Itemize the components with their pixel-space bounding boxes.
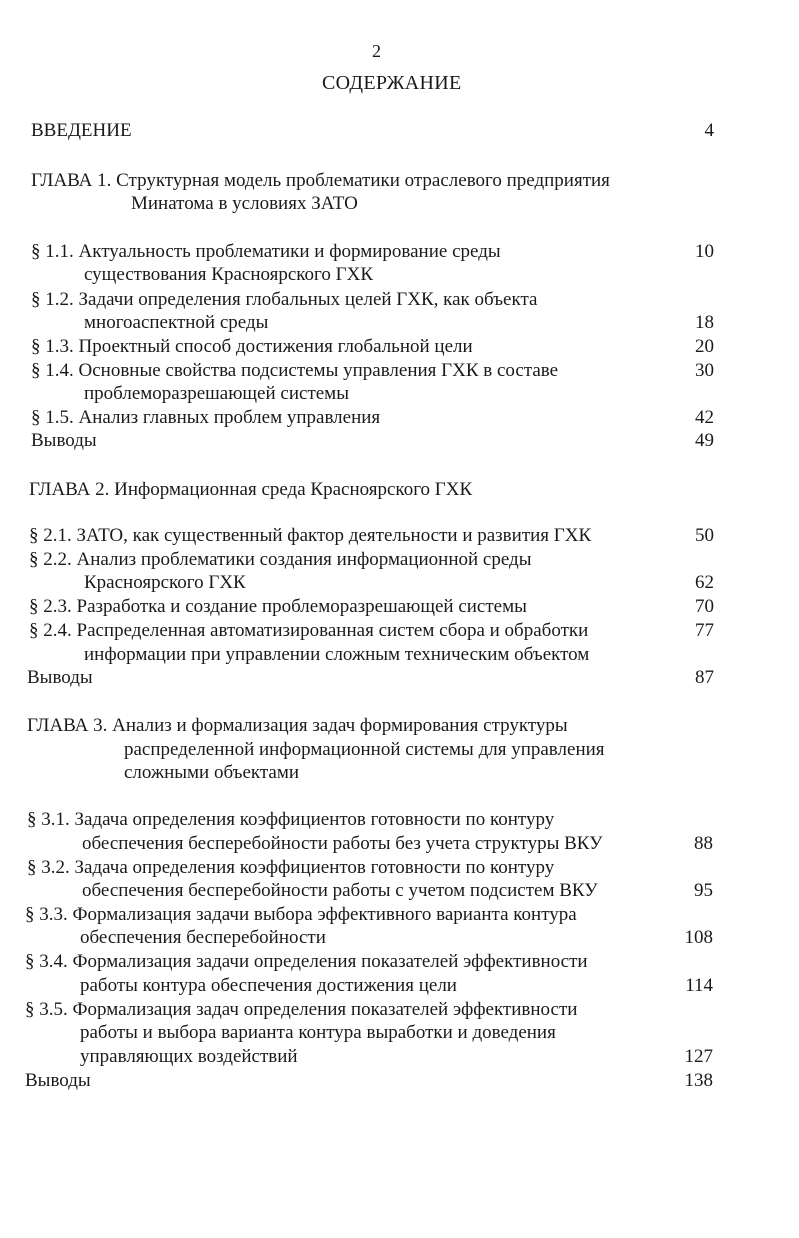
page-number: 2: [372, 41, 381, 61]
toc-3-1-page: 88: [694, 833, 713, 854]
chapter-3-heading-cont1: распределенной информационной системы для управления: [124, 739, 605, 760]
page-title: СОДЕРЖАНИЕ: [322, 72, 462, 94]
toc-1-5: § 1.5. Анализ главных проблем управления: [31, 407, 381, 428]
toc-2-conclusions: Выводы: [27, 667, 93, 688]
toc-1-4-cont: проблеморазрешающей системы: [84, 383, 349, 404]
toc-1-1: § 1.1. Актуальность проблематики и формирование среды: [31, 241, 501, 262]
toc-2-2-page: 62: [695, 572, 714, 593]
toc-1-2-cont: многоаспектной среды: [84, 312, 269, 333]
toc-3-3: § 3.3. Формализация задачи выбора эффективного варианта контура: [25, 904, 577, 925]
chapter-3-heading-cont2: сложными объектами: [124, 762, 300, 783]
toc-3-5-cont2: управляющих воздействий: [80, 1046, 298, 1067]
toc-3-5-page: 127: [684, 1046, 713, 1067]
toc-2-3-page: 70: [695, 596, 714, 617]
toc-2-2: § 2.2. Анализ проблематики создания информационной среды: [29, 549, 532, 570]
toc-3-4: § 3.4. Формализация задачи определения показателей эффективности: [25, 951, 588, 972]
toc-3-4-page: 114: [685, 975, 713, 996]
toc-2-1-page: 50: [695, 525, 714, 546]
chapter-2-heading: ГЛАВА 2. Информационная среда Красноярского ГХК: [29, 479, 473, 500]
toc-intro-page: 4: [704, 120, 714, 141]
toc-1-3: § 1.3. Проектный способ достижения глобальной цели: [31, 336, 473, 357]
toc-1-2-page: 18: [695, 312, 714, 333]
toc-3-1: § 3.1. Задача определения коэффициентов готовности по контуру: [27, 809, 555, 830]
chapter-1-heading-cont: Минатома в условиях ЗАТО: [131, 193, 358, 214]
toc-3-5: § 3.5. Формализация задач определения показателей эффективности: [25, 999, 578, 1020]
toc-3-4-cont: работы контура обеспечения достижения цели: [80, 975, 457, 996]
toc-3-1-cont: обеспечения бесперебойности работы без учета структуры ВКУ: [82, 833, 603, 854]
toc-1-1-page: 10: [695, 241, 714, 262]
toc-1-conclusions: Выводы: [31, 430, 97, 451]
toc-3-5-cont1: работы и выбора варианта контура выработки и доведения: [80, 1022, 556, 1043]
toc-2-4: § 2.4. Распределенная автоматизированная систем сбора и обработки: [29, 620, 589, 641]
toc-1-5-page: 42: [695, 407, 714, 428]
toc-3-2-page: 95: [694, 880, 713, 901]
toc-3-3-cont: обеспечения бесперебойности: [80, 927, 326, 948]
toc-intro-label: ВВЕДЕНИЕ: [31, 120, 132, 141]
toc-2-4-page: 77: [695, 620, 714, 641]
toc-3-conclusions-page: 138: [684, 1070, 713, 1091]
chapter-3-heading: ГЛАВА 3. Анализ и формализация задач формирования структуры: [27, 715, 568, 736]
toc-3-2-cont: обеспечения бесперебойности работы с учетом подсистем ВКУ: [82, 880, 598, 901]
toc-2-conclusions-page: 87: [695, 667, 714, 688]
toc-2-1: § 2.1. ЗАТО, как существенный фактор деятельности и развития ГХК: [29, 525, 592, 546]
toc-1-4: § 1.4. Основные свойства подсистемы управления ГХК в составе: [31, 360, 559, 381]
toc-2-2-cont: Красноярского ГХК: [84, 572, 246, 593]
toc-1-2: § 1.2. Задачи определения глобальных целей ГХК, как объекта: [31, 289, 538, 310]
toc-3-2: § 3.2. Задача определения коэффициентов готовности по контуру: [27, 857, 555, 878]
toc-1-4-page: 30: [695, 360, 714, 381]
chapter-1-heading: ГЛАВА 1. Структурная модель проблематики отраслевого предприятия: [31, 170, 610, 191]
toc-3-3-page: 108: [684, 927, 713, 948]
toc-1-conclusions-page: 49: [695, 430, 714, 451]
toc-2-4-cont: информации при управлении сложным техническим объектом: [84, 644, 590, 665]
toc-1-1-cont: существования Красноярского ГХК: [84, 264, 374, 285]
toc-2-3: § 2.3. Разработка и создание проблеморазрешающей системы: [29, 596, 527, 617]
toc-1-3-page: 20: [695, 336, 714, 357]
toc-3-conclusions: Выводы: [25, 1070, 91, 1091]
